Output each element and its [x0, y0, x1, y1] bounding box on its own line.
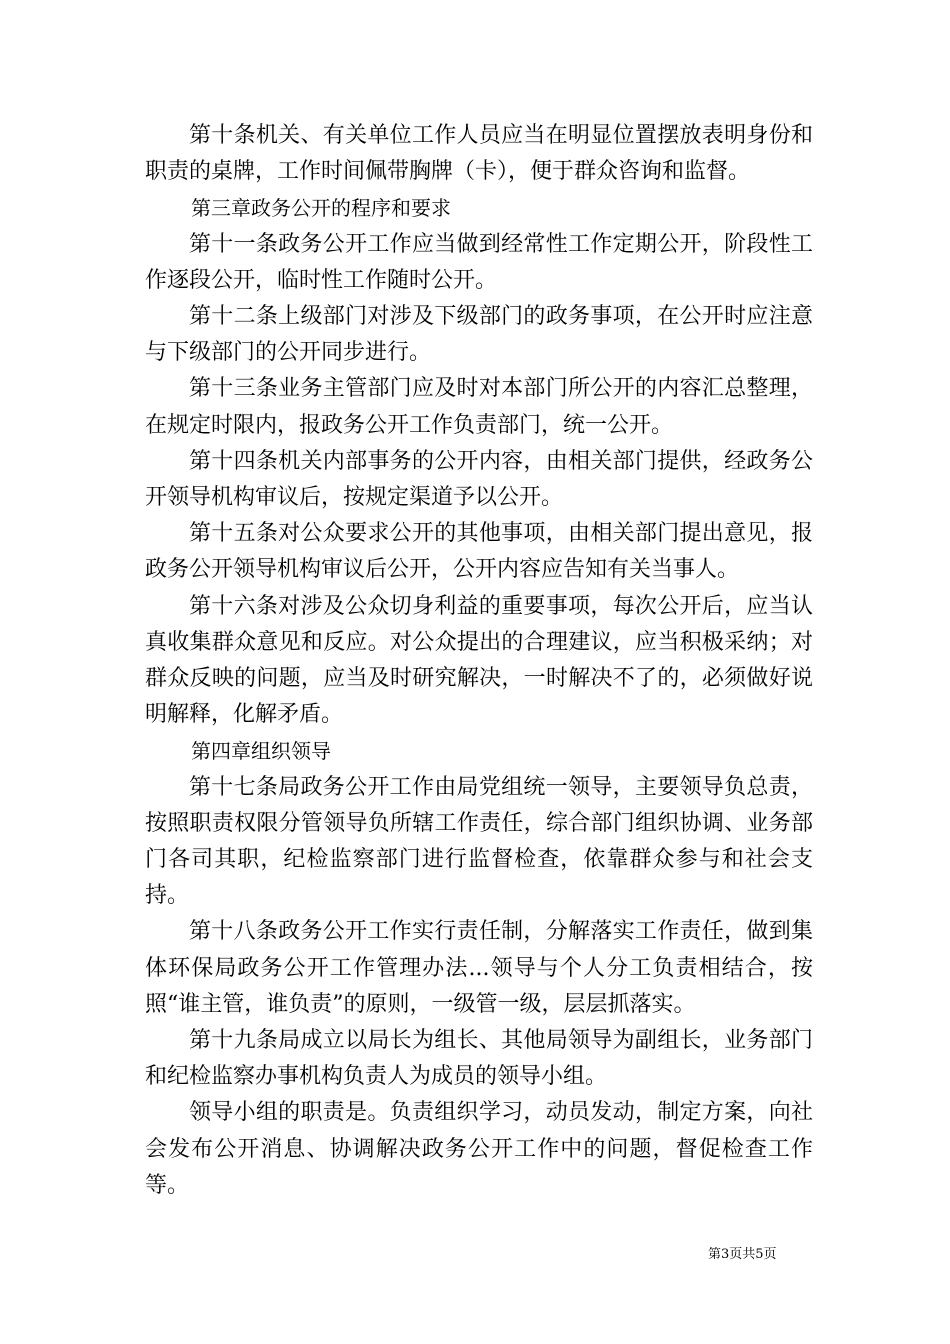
chapter-heading: 第三章政务公开的程序和要求 — [191, 196, 451, 221]
article-paragraph: 领导小组的职责是。负责组织学习，动员发动，制定方案，向社会发布公开消息、协调解决政务公开工作中的问题，督促检查工作等。 — [145, 1100, 813, 1198]
page-footer: 第3页共5页 — [708, 1247, 777, 1262]
document-body — [145, 118, 813, 1204]
article-paragraph: 第十五条对公众要求公开的其他事项，由相关部门提出意见，报政务公开领导机构审议后公开，公开内容应告知有关当事人。 — [145, 521, 813, 583]
article-paragraph: 第十四条机关内部事务的公开内容，由相关部门提供，经政务公开领导机构审议后，按规定渠道予以公开。 — [145, 448, 813, 511]
article-paragraph: 第十条机关、有关单位工作人员应当在明显位置摆放表明身份和职责的桌牌，工作时间佩带胸牌（卡），便于群众咨询和监督。 — [145, 123, 813, 185]
article-paragraph: 第十八条政务公开工作实行责任制，分解落实工作责任，做到集体环保局政务公开工作管理办法...领导与个人分工负责相结合，按照“谁主管，谁负责”的原则，一级管一级，层层抓落实。 — [145, 919, 813, 1017]
article-paragraph: 第十七条局政务公开工作由局党组统一领导，主要领导负总责，按照职责权限分管领导负所辖工作责任，综合部门组织协调、业务部门各司其职，纪检监察部门进行监督检查，依靠群众参与和社会支持。 — [145, 774, 813, 909]
article-paragraph: 第十六条对涉及公众切身利益的重要事项，每次公开后，应当认真收集群众意见和反应。对公众提出的合理建议，应当积极采纳；对群众反映的问题，应当及时研究解决，一时解决不了的，必须做好说明解释，化解矛盾。 — [145, 593, 813, 728]
article-paragraph: 第十三条业务主管部门应及时对本部门所公开的内容汇总整理，在规定时限内，报政务公开工作负责部门，统一公开。 — [145, 376, 813, 438]
article-paragraph: 第十二条上级部门对涉及下级部门的政务事项，在公开时应注意与下级部门的公开同步进行。 — [145, 304, 813, 366]
article-paragraph: 第十九条局成立以局长为组长、其他局领导为副组长，业务部门和纪检监察办事机构负责人为成员的领导小组。 — [145, 1028, 813, 1090]
chapter-heading: 第四章组织领导 — [191, 739, 331, 764]
article-paragraph: 第十一条政务公开工作应当做到经常性工作定期公开，阶段性工作逐段公开，临时性工作随时公开。 — [145, 231, 813, 293]
